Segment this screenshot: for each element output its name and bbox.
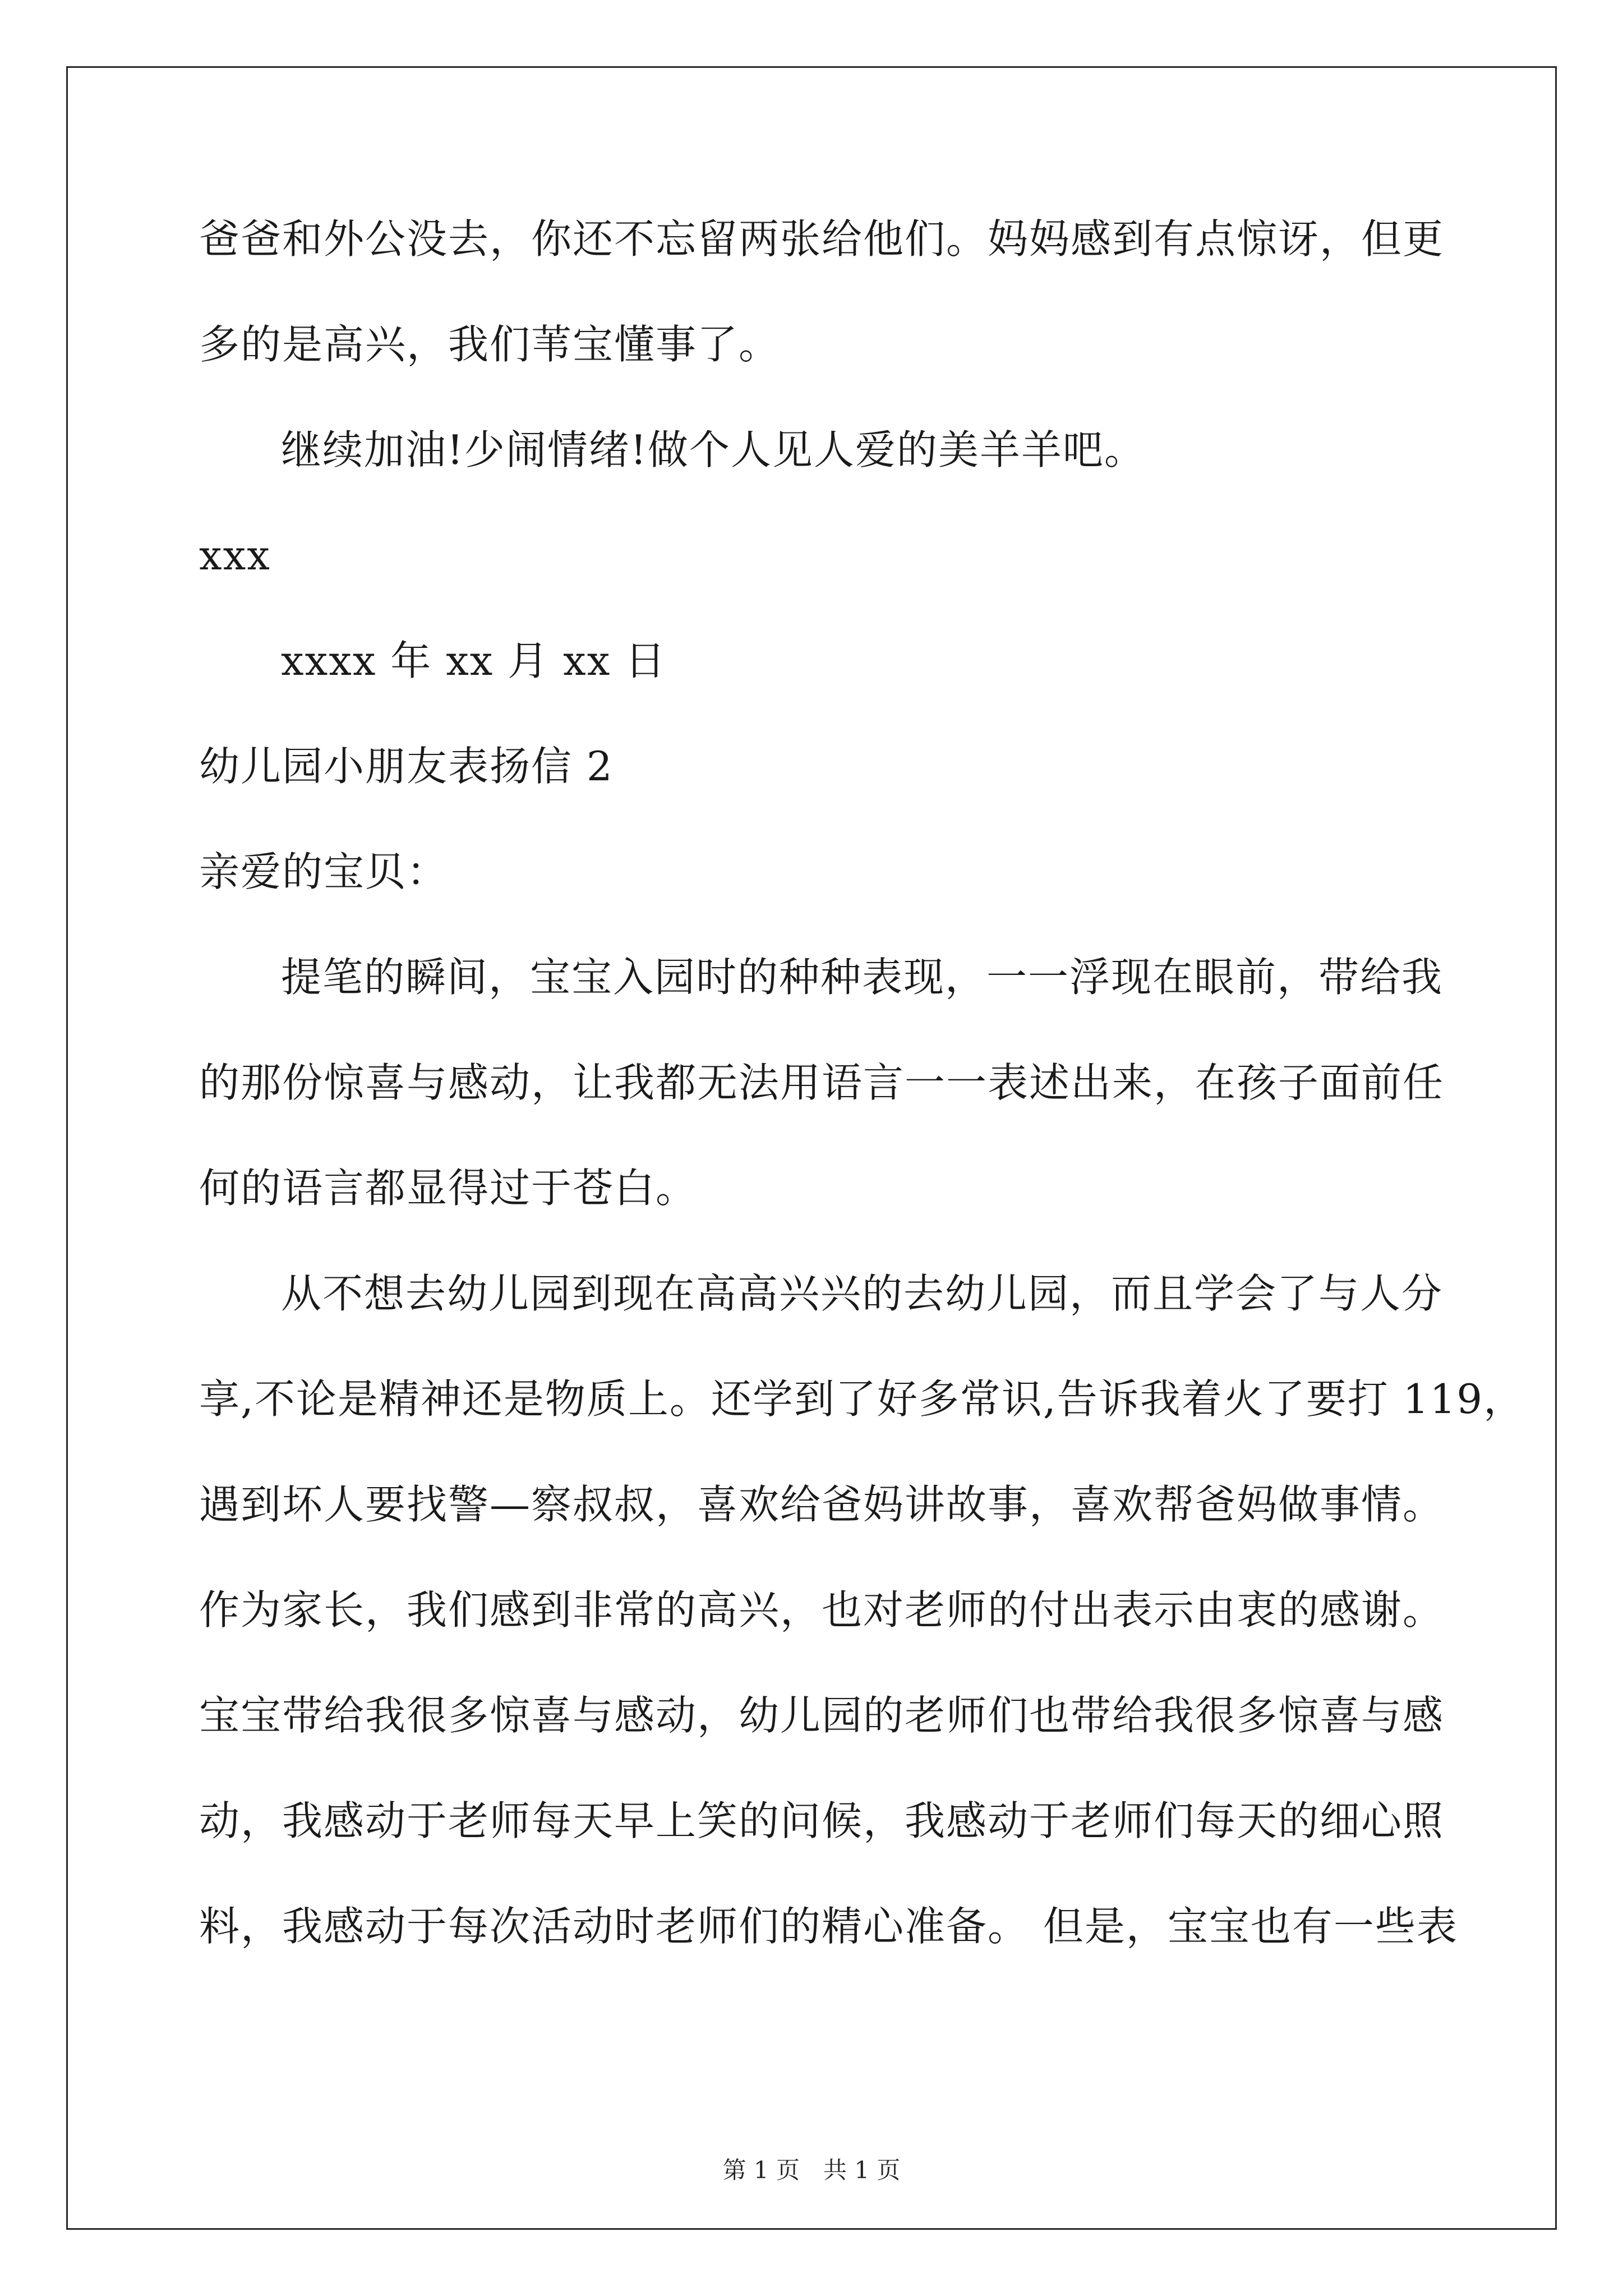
date-line: xxxx 年 xx 月 xx 日 bbox=[281, 637, 667, 684]
text-line: 何的语言都显得过于苍白。 bbox=[199, 1165, 698, 1212]
text-line: 从不想去幼儿园到现在高高兴兴的去幼儿园，而且学会了与人分 bbox=[281, 1270, 1444, 1317]
text-line: 多的是高兴，我们苇宝懂事了。 bbox=[199, 321, 781, 368]
salutation: 亲爱的宝贝： bbox=[199, 848, 449, 895]
text-line: 料，我感动于每次活动时老师们的精心准备。 但是，宝宝也有一些表 bbox=[199, 1903, 1458, 1950]
page-number: 第 1 页 共 1 页 bbox=[722, 2156, 901, 2184]
text-line: 宝宝带给我很多惊喜与感动，幼儿园的老师们也带给我很多惊喜与感 bbox=[199, 1692, 1445, 1739]
section-title: 幼儿园小朋友表扬信 2 bbox=[199, 743, 614, 790]
text-line: 爸爸和外公没去，你还不忘留两张给他们。妈妈感到有点惊讶，但更 bbox=[199, 215, 1445, 263]
text-line: 作为家长，我们感到非常的高兴，也对老师的付出表示由衷的感谢。 bbox=[199, 1586, 1445, 1634]
signature-name: xxx bbox=[199, 532, 271, 579]
text-line: 的那份惊喜与感动，让我都无法用语言一一表述出来，在孩子面前任 bbox=[199, 1059, 1445, 1106]
text-line: 提笔的瞬间，宝宝入园时的种种表现，一一浮现在眼前，带给我 bbox=[281, 954, 1444, 1001]
text-line: 动，我感动于老师每天早上笑的问候，我感动于老师们每天的细心照 bbox=[199, 1797, 1445, 1844]
text-line: 享,不论是精神还是物质上。还学到了好多常识,告诉我着火了要打 119， bbox=[199, 1375, 1525, 1423]
text-line: 继续加油!少闹情绪!做个人见人爱的美羊羊吧。 bbox=[281, 426, 1146, 473]
text-line: 遇到坏人要找警—察叔叔，喜欢给爸妈讲故事，喜欢帮爸妈做事情。 bbox=[199, 1481, 1445, 1528]
